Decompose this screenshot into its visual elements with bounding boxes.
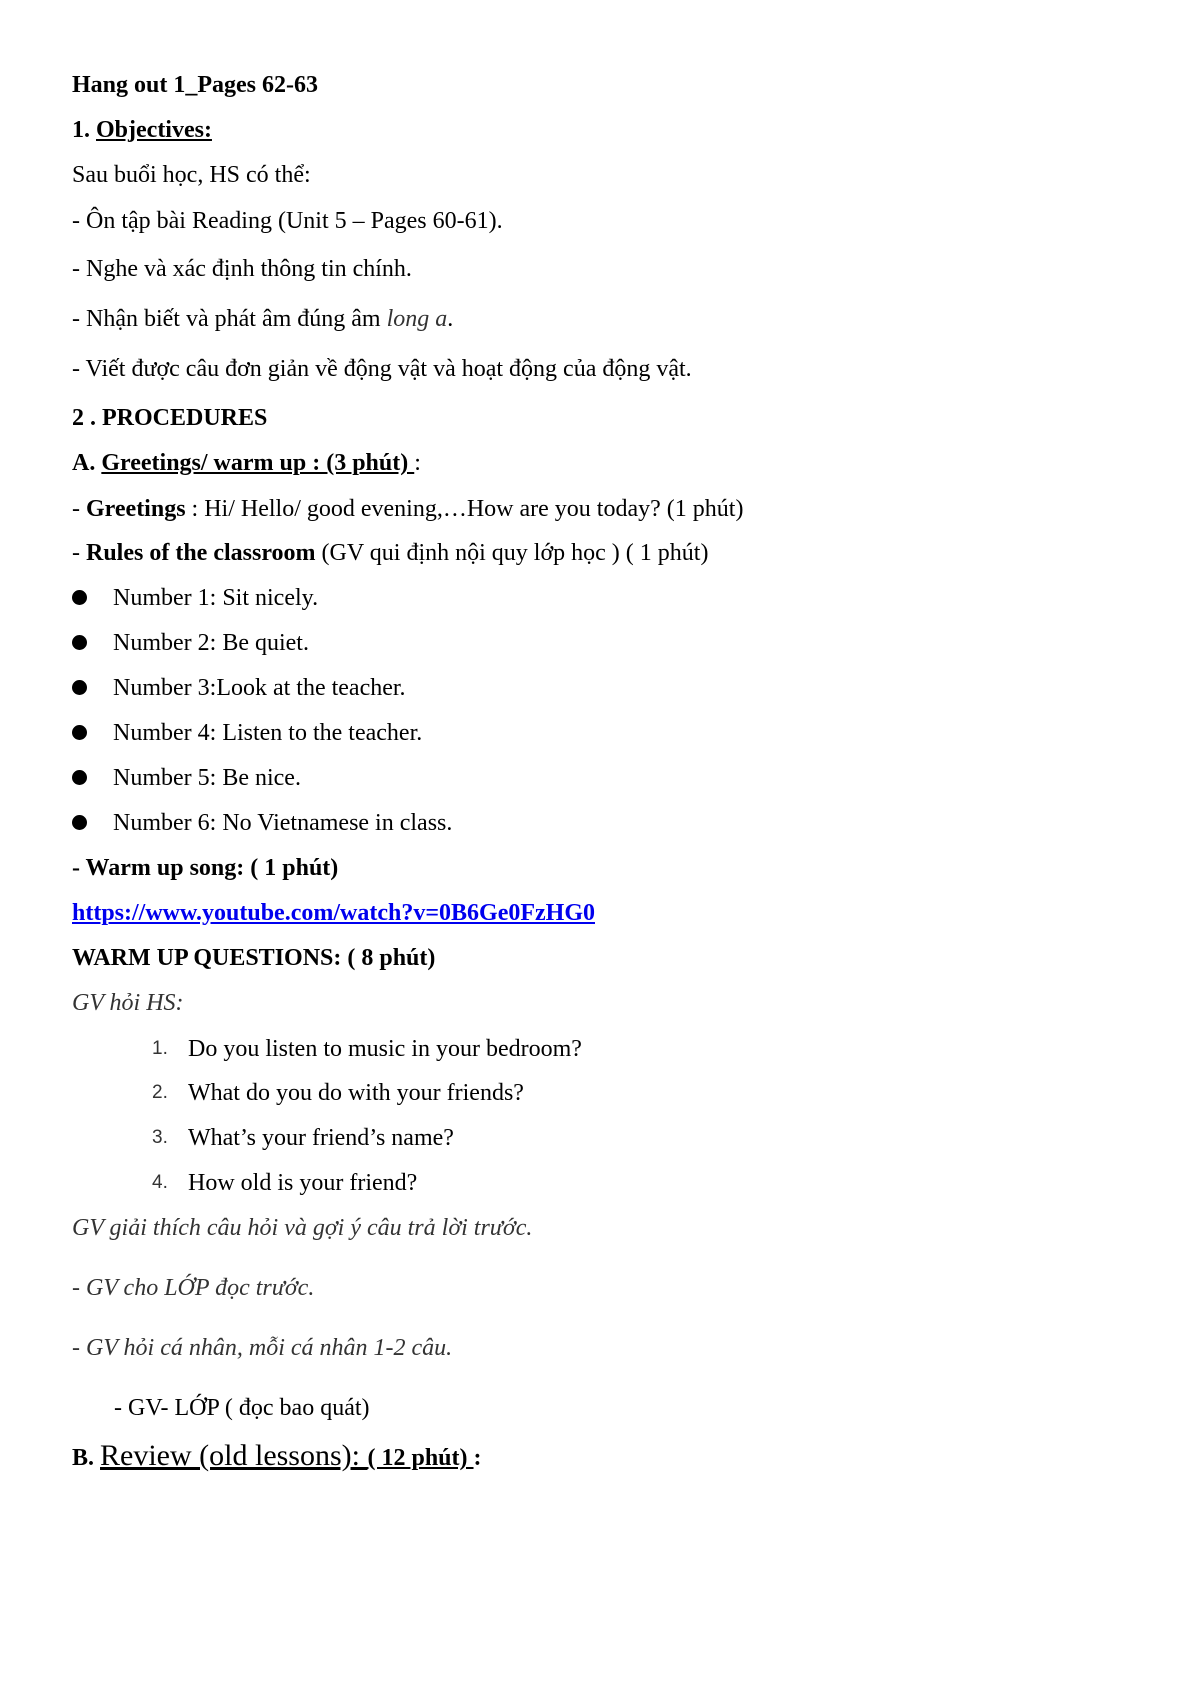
question-number: 1. (152, 1038, 168, 1059)
phonics-prefix: - Nhận biết và phát âm đúng âm (72, 306, 387, 332)
greetings-line (72, 494, 743, 524)
rule-item (72, 718, 972, 748)
rules-line (72, 538, 708, 568)
question-item (152, 1034, 952, 1064)
section-a-letter: A. (72, 450, 102, 476)
question-text: What’s your friend’s name? (188, 1125, 454, 1151)
warm-up-song-label: - Warm up song: ( 1 phút) (72, 855, 339, 881)
bullet-icon (72, 590, 87, 605)
phonics-sound: long a (386, 306, 448, 332)
bullet-icon (72, 815, 87, 830)
greetings-text: : Hi/ Hello/ good evening,…How are you today? (1 phút) (185, 496, 744, 522)
rule-item (72, 673, 972, 703)
section-a-colon: : (414, 450, 421, 476)
class-note: - GV- LỚP ( đọc bao quát) (114, 1395, 370, 1421)
rules-dash: - (72, 540, 86, 566)
question-item (152, 1123, 952, 1153)
section-b-title: Review (old lessons): (100, 1439, 368, 1472)
objective-item: - Ôn tập bài Reading (Unit 5 – Pages 60-61). (72, 208, 503, 234)
question-number: 4. (152, 1172, 168, 1193)
section-b-letter: B. (72, 1445, 101, 1471)
bullet-icon (72, 725, 87, 740)
rules-label: Rules of the classroom (86, 540, 316, 566)
rule-text: Number 5: Be nice. (113, 765, 301, 791)
section-a-title: Greetings/ warm up : (3 phút) (101, 450, 415, 476)
objectives-number: 1. (72, 117, 96, 143)
question-text: Do you listen to music in your bedroom? (188, 1036, 582, 1062)
rule-item (72, 583, 972, 613)
greetings-label: Greetings (86, 496, 186, 522)
objective-item: - Nghe và xác định thông tin chính. (72, 256, 412, 282)
rule-item (72, 628, 972, 658)
rule-text: Number 1: Sit nicely. (113, 585, 319, 611)
bullet-icon (72, 680, 87, 695)
section-b-heading (72, 1436, 482, 1478)
warm-up-questions-heading: WARM UP QUESTIONS: ( 8 phút) (72, 945, 436, 971)
question-number: 3. (152, 1127, 168, 1148)
teacher-note: - GV hỏi cá nhân, mỗi cá nhân 1-2 câu. (72, 1335, 453, 1361)
youtube-link[interactable]: https://www.youtube.com/watch?v=0B6Ge0FzHG0 (72, 900, 595, 926)
objective-item-phonics (72, 304, 453, 334)
objectives-intro: Sau buổi học, HS có thể: (72, 162, 311, 188)
objectives-heading-text: Objectives: (96, 117, 212, 143)
objectives-heading (72, 115, 212, 145)
rule-item (72, 808, 972, 838)
teacher-note: - GV cho LỚP đọc trước. (72, 1275, 315, 1301)
document-title: Hang out 1_Pages 62-63 (72, 72, 318, 98)
phonics-end: . (447, 306, 454, 332)
section-b-colon: : (473, 1445, 482, 1471)
objective-item: - Viết được câu đơn giản về động vật và hoạt động của động vật. (72, 356, 692, 382)
procedures-heading: 2 . PROCEDURES (72, 405, 268, 431)
teacher-note: GV giải thích câu hỏi và gợi ý câu trả lời trước. (72, 1215, 533, 1241)
warm-up-song-link-line (72, 898, 595, 928)
rule-item (72, 763, 972, 793)
question-text: How old is your friend? (188, 1170, 418, 1196)
rule-text: Number 4: Listen to the teacher. (113, 720, 423, 746)
question-item (152, 1168, 952, 1198)
bullet-icon (72, 770, 87, 785)
question-number: 2. (152, 1082, 168, 1103)
question-item (152, 1078, 952, 1108)
rule-text: Number 3:Look at the teacher. (113, 675, 406, 701)
section-a-heading (72, 448, 421, 478)
rule-text: Number 2: Be quiet. (113, 630, 309, 656)
rule-text: Number 6: No Vietnamese in class. (113, 810, 453, 836)
warm-up-questions-intro: GV hỏi HS: (72, 990, 184, 1016)
bullet-icon (72, 635, 87, 650)
section-b-time: ( 12 phút) (367, 1445, 474, 1471)
greetings-dash: - (72, 496, 86, 522)
rules-text: (GV qui định nội quy lớp học ) ( 1 phút) (315, 540, 709, 566)
question-text: What do you do with your friends? (188, 1080, 524, 1106)
